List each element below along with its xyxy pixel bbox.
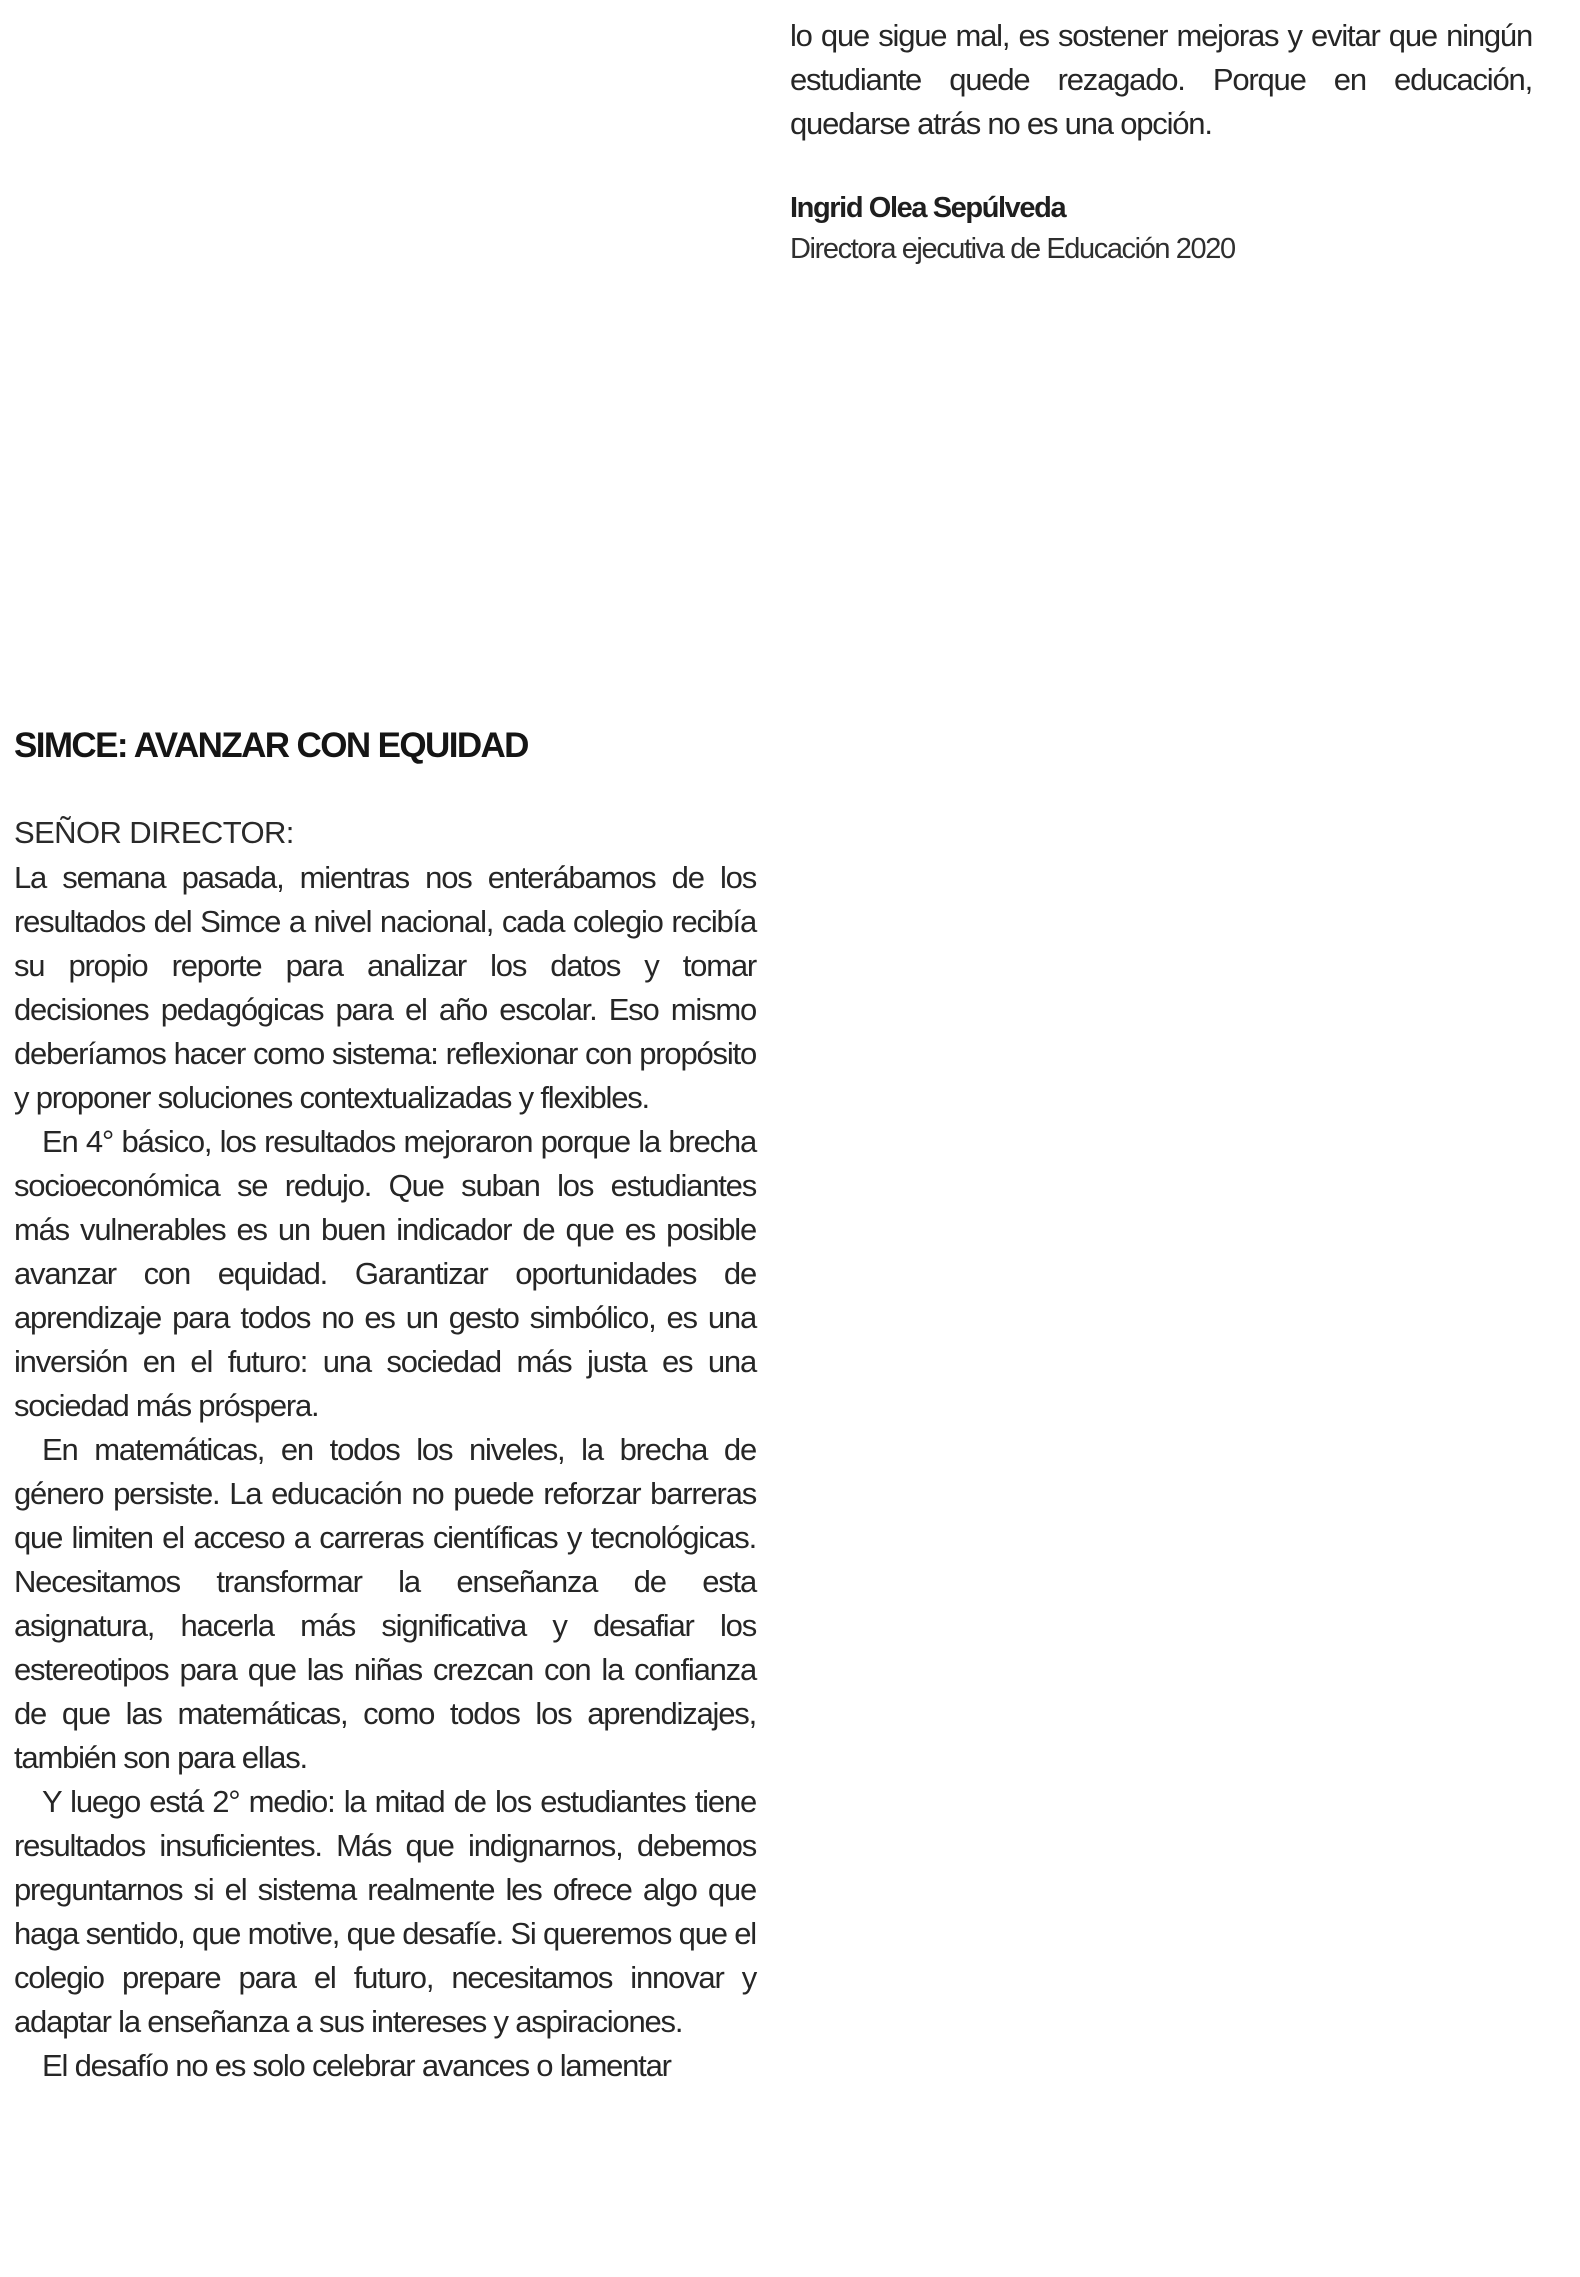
body-paragraph: En matemáticas, en todos los niveles, la brecha de género persiste. La educación no puede reforzar barreras que limiten el acceso a carreras científicas y tecnológicas. Necesitamos transformar la enseñanza de esta asignatura, hacerla más significativa y desafiar los estereotipos para que las niñas crezcan con la confianza de que las matemáticas, como todos los aprendizajes, también son para ellas. [14, 1432, 756, 1775]
continuation-paragraph: lo que sigue mal, es sostener mejoras y evitar que ningún estudiante quede rezagado. Porque en educación, quedarse atrás no es una opción. [790, 18, 1532, 141]
author-name: Ingrid Olea Sepúlveda [790, 192, 1066, 224]
letter-column [14, 722, 756, 2088]
signature-block [790, 188, 1532, 270]
body-paragraph: La semana pasada, mientras nos enterábamos de los resultados del Simce a nivel nacional, cada colegio recibía su propio reporte para analizar los datos y tomar decisiones pedagógicas para el año escolar. Eso mismo deberíamos hacer como sistema: reflexionar con propósito y proponer soluciones contextualizadas y flexibles. [14, 860, 756, 1115]
salutation: SEÑOR DIRECTOR: [14, 815, 294, 850]
body-paragraph: El desafío no es solo celebrar avances o lamentar [42, 2048, 671, 2083]
letter-body [14, 856, 756, 2088]
letter-headline: SIMCE: AVANZAR CON EQUIDAD [14, 726, 528, 765]
letter-continuation-column [790, 14, 1532, 270]
author-role: Directora ejecutiva de Educación 2020 [790, 233, 1235, 265]
body-paragraph: Y luego está 2° medio: la mitad de los estudiantes tiene resultados insuficientes. Más que indignarnos, debemos preguntarnos si el sistema realmente les ofrece algo que haga sentido, que motive, que desafíe. Si queremos que el colegio prepare para el futuro, necesitamos innovar y adaptar la enseñanza a sus intereses y aspiraciones. [14, 1784, 756, 2039]
body-paragraph: En 4° básico, los resultados mejoraron porque la brecha socioeconómica se redujo. Que suban los estudiantes más vulnerables es un buen indicador de que es posible avanzar con equidad. Garantizar oportunidades de aprendizaje para todos no es un gesto simbólico, es una inversión en el futuro: una sociedad más justa es una sociedad más próspera. [14, 1124, 756, 1423]
